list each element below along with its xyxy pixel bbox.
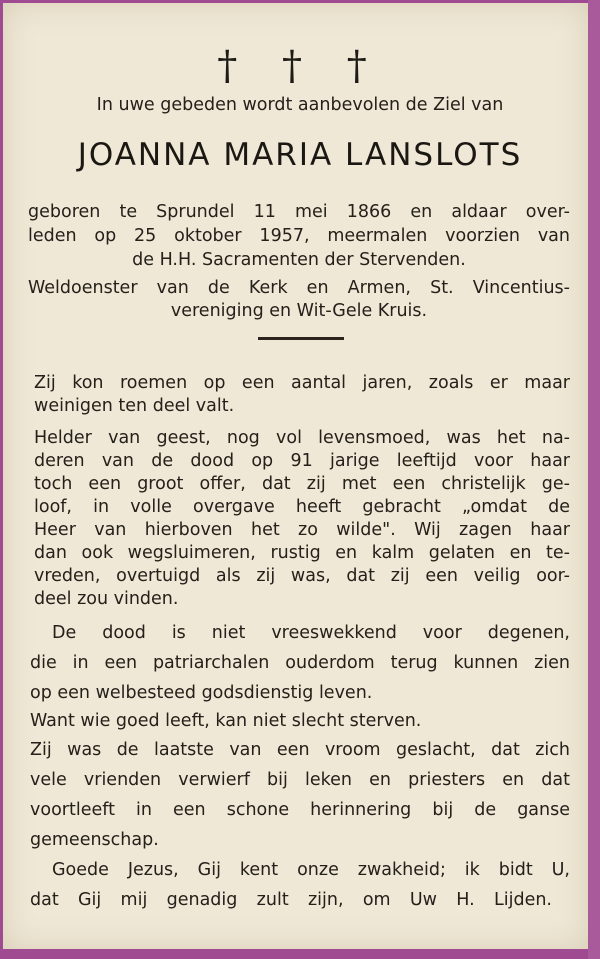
text-line: gemeenschap. bbox=[30, 830, 159, 850]
charity-line: vereniging en Wit-Gele Kruis. bbox=[170, 301, 428, 321]
text-line: vreden, overtuigd als zij was, dat zij een veilig oor- bbox=[34, 566, 570, 586]
text-line: weinigen ten deel valt. bbox=[34, 396, 235, 416]
text-line: De dood is niet vreeswekkend voor degenen, bbox=[52, 623, 570, 643]
text-line: dat Gij mij genadig zult zijn, om Uw H. Lijden. bbox=[30, 890, 552, 910]
text-line: die in een patriarchalen ouderdom terug kunnen zien bbox=[30, 653, 570, 673]
text-line: op een welbesteed godsdienstig leven. bbox=[30, 683, 373, 703]
text-line: toch een groot offer, dat zij met een christelijk ge- bbox=[34, 474, 570, 494]
text-line: Goede Jezus, Gij kent onze zwakheid; ik bidt U, bbox=[52, 860, 570, 880]
text-line: vele vrienden verwierf bij leken en priesters en dat bbox=[30, 770, 570, 790]
text-line: Helder van geest, nog vol levensmoed, was het na- bbox=[34, 428, 570, 448]
text-line: deel zou vinden. bbox=[34, 589, 179, 609]
bio-line: de H.H. Sacramenten der Stervenden. bbox=[132, 250, 466, 270]
text-line: Want wie goed leeft, kan niet slecht sterven. bbox=[30, 711, 422, 731]
text-line: dan ook wegsluimeren, rustig en kalm gelaten en te- bbox=[34, 543, 570, 563]
text-line: Zij was de laatste van een vroom geslacht, dat zich bbox=[30, 740, 570, 760]
bio-line: leden op 25 oktober 1957, meermalen voorzien van bbox=[28, 226, 570, 246]
card-border bbox=[588, 0, 600, 959]
text-line: deren van de dood op 91 jarige leeftijd voor haar bbox=[34, 451, 570, 471]
deceased-name: JOANNA MARIA LANSLOTS bbox=[77, 137, 523, 173]
text-line: loof, in volle overgave heeft gebracht „omdat de bbox=[34, 497, 570, 517]
text-line: Zij kon roemen op een aantal jaren, zoals er maar bbox=[34, 373, 570, 393]
text-line: Heer van hierboven het zo wilde". Wij zagen haar bbox=[34, 520, 570, 540]
intro-text: In uwe gebeden wordt aanbevolen de Ziel van bbox=[96, 95, 504, 115]
text-line: voortleeft in een schone herinnering bij de ganse bbox=[30, 800, 570, 820]
charity-line: Weldoenster van de Kerk en Armen, St. Vincentius- bbox=[28, 278, 570, 298]
divider bbox=[258, 337, 344, 340]
three-crosses-icon: † † † bbox=[217, 43, 383, 89]
bio-line: geboren te Sprundel 11 mei 1866 en aldaar over- bbox=[28, 202, 570, 222]
